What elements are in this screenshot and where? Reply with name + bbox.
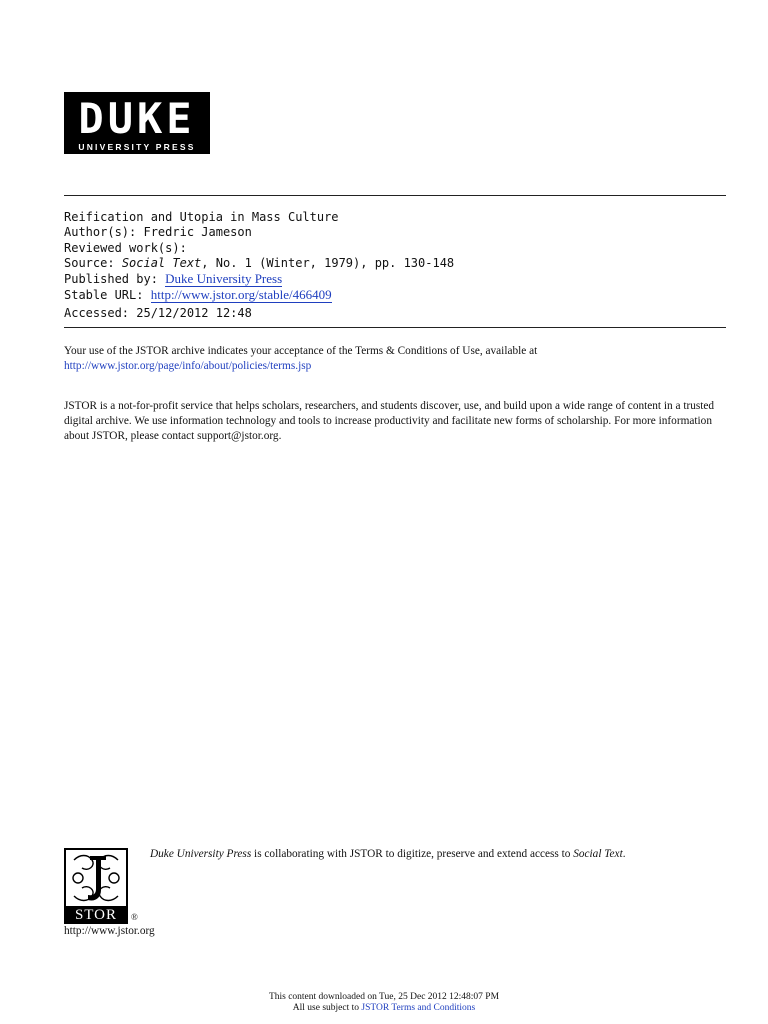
stable-url-link[interactable]: http://www.jstor.org/stable/466409 <box>150 287 332 303</box>
registered-mark: ® <box>131 912 138 922</box>
terms-paragraph <box>64 344 728 374</box>
collaboration-statement <box>150 848 626 860</box>
jstor-url[interactable]: http://www.jstor.org <box>64 925 155 937</box>
source-journal: Social Text <box>121 255 202 270</box>
terms-url-link[interactable]: http://www.jstor.org/page/info/about/policies/terms.jsp <box>64 360 312 372</box>
terms-conditions-link[interactable]: JSTOR Terms and Conditions <box>361 1003 476 1013</box>
accessed-date: Accessed: 25/12/2012 12:48 <box>64 305 252 320</box>
terms-notice <box>0 1003 768 1014</box>
terms-notice-prefix: All use subject to <box>292 1003 362 1013</box>
stable-url-line <box>64 287 724 303</box>
publisher-link[interactable]: Duke University Press <box>165 271 283 287</box>
logo-subtitle: UNIVERSITY PRESS <box>78 142 196 152</box>
author-label: Author(s): <box>64 225 137 240</box>
collab-journal: Social Text <box>573 848 623 860</box>
stable-url-label: Stable URL: <box>64 288 144 303</box>
download-footer <box>0 992 768 1014</box>
reviewed-works: Reviewed work(s): <box>64 240 187 255</box>
source-line <box>64 256 724 271</box>
article-metadata <box>64 210 724 321</box>
collab-publisher: Duke University Press <box>150 848 252 860</box>
published-line <box>64 271 724 287</box>
download-notice: This content downloaded on Tue, 25 Dec 2012 12:48:07 PM <box>268 992 500 1002</box>
published-label: Published by: <box>64 272 158 287</box>
duke-university-press-logo <box>64 92 210 154</box>
top-rule <box>64 195 726 196</box>
jstor-logo-band <box>64 906 128 924</box>
collab-end: . <box>622 848 626 860</box>
author-line <box>64 225 724 240</box>
logo-word: DUKE <box>78 94 196 143</box>
bottom-rule <box>64 327 726 328</box>
jstor-ornament-icon <box>66 850 126 906</box>
collab-middle: is collaborating with JSTOR to digitize, preserve and extend access to <box>251 848 574 860</box>
article-title: Reification and Utopia in Mass Culture <box>64 210 339 224</box>
jstor-logo <box>64 848 128 908</box>
about-jstor-paragraph: JSTOR is a not-for-profit service that helps scholars, researchers, and students discover, use, and build upon a wide range of content in a trusted digital archive. We use information technology and tools to increase productivity and facilitate new forms of scholarship. For more information about JSTOR, please contact support@jstor.org. <box>64 400 715 442</box>
author-name: Fredric Jameson <box>143 225 252 240</box>
source-label: Source: <box>64 255 115 270</box>
source-details: , No. 1 (Winter, 1979), pp. 130-148 <box>201 255 455 270</box>
jstor-logo-text: STOR <box>74 907 118 923</box>
terms-text: Your use of the JSTOR archive indicates your acceptance of the Terms & Conditions of Use, available at <box>64 345 538 357</box>
